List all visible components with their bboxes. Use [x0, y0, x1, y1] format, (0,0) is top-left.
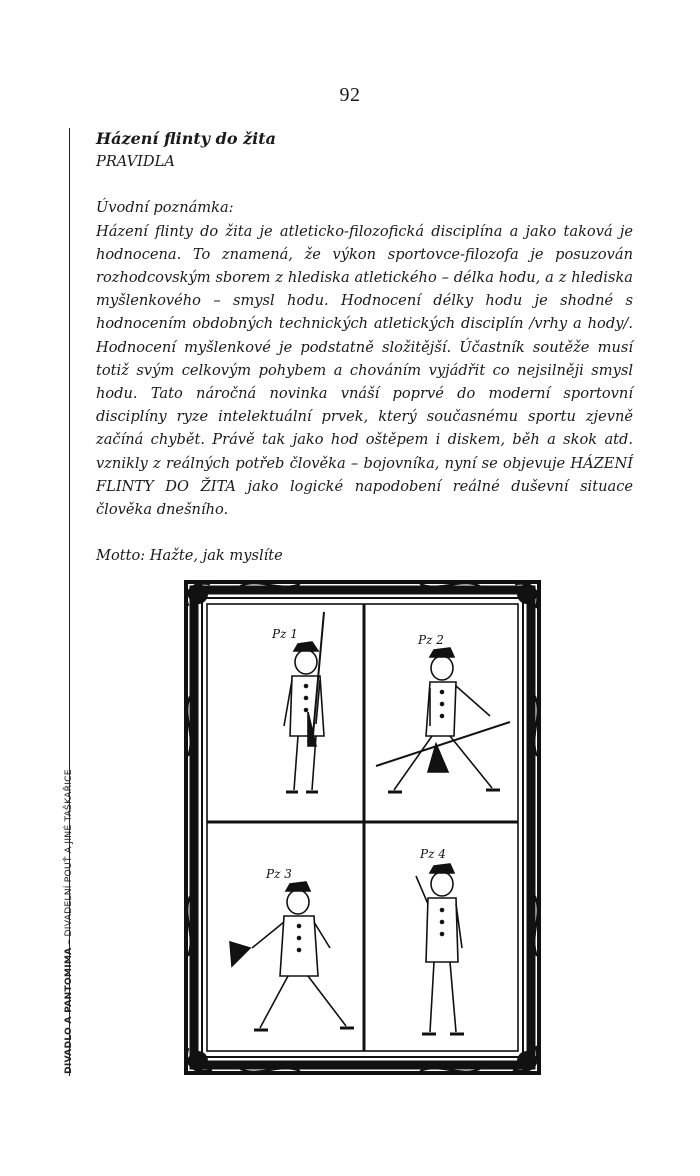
panel-grid — [207, 604, 518, 1051]
book-subtitle: – DIVADELNÍ POUŤ A JINÉ TAŠKAŘICE — [63, 769, 74, 948]
article — [96, 127, 633, 567]
panel-label: Pz 1 — [272, 627, 298, 641]
panel-4-pose-salute — [416, 847, 464, 1034]
illustration-four-poses — [180, 576, 545, 1079]
illustration-svg — [180, 576, 545, 1079]
running-footer-vertical — [63, 769, 74, 1074]
article-subtitle: PRAVIDLA — [96, 153, 175, 171]
page-number: 92 — [339, 84, 361, 106]
motto: Motto: Hažte, jak myslíte — [96, 547, 283, 565]
panel-1-pose-standing-soldier — [271, 612, 324, 792]
note-heading: Úvodní poznámka: — [96, 199, 234, 217]
panel-3-pose-throw-release — [230, 867, 354, 1030]
article-title: Házení flinty do žita — [96, 129, 276, 148]
book-section-title: DIVADLO A PANTOMIMA — [63, 947, 74, 1074]
panel-label: Pz 4 — [420, 847, 446, 861]
panel-label: Pz 2 — [418, 633, 444, 647]
panel-2-pose-lunge-with-rifle — [376, 633, 510, 792]
note-body: Házení flinty do žita je atleticko-filozofická disciplína a jako taková je hodnocena. To znamená, že výkon sportovce-filozofa je posuzován rozhodcovským sborem z hlediska atletického – délka hodu, a z hlediska myšlenkového – smysl hodu. Hodnocení délky hodu je shodné s hodnocením obdobných technických atletických disciplín /vrhy a hody/. Hodnocení myšlenkové je podstatně složitější. Účastník soutěže musí totiž svým celkovým pohybem a chováním vyjádřit co nejsilněji smysl hodu. Tato náročná novinka vnáší poprvé do moderní sportovní disciplíny ryze intelektuální prvek, který současnému sportu zjevně začíná chybět. Právě tak jako hod oštěpem i diskem, běh a skok atd. vznikly z reálných potřeb člověka – bojovníka, nyní se objevuje HÁZENÍ FLINTY DO ŽITA jako logické napodobení reálné duševní situace člověka dnešního. — [96, 222, 633, 519]
panel-label: Pz 3 — [266, 867, 292, 881]
